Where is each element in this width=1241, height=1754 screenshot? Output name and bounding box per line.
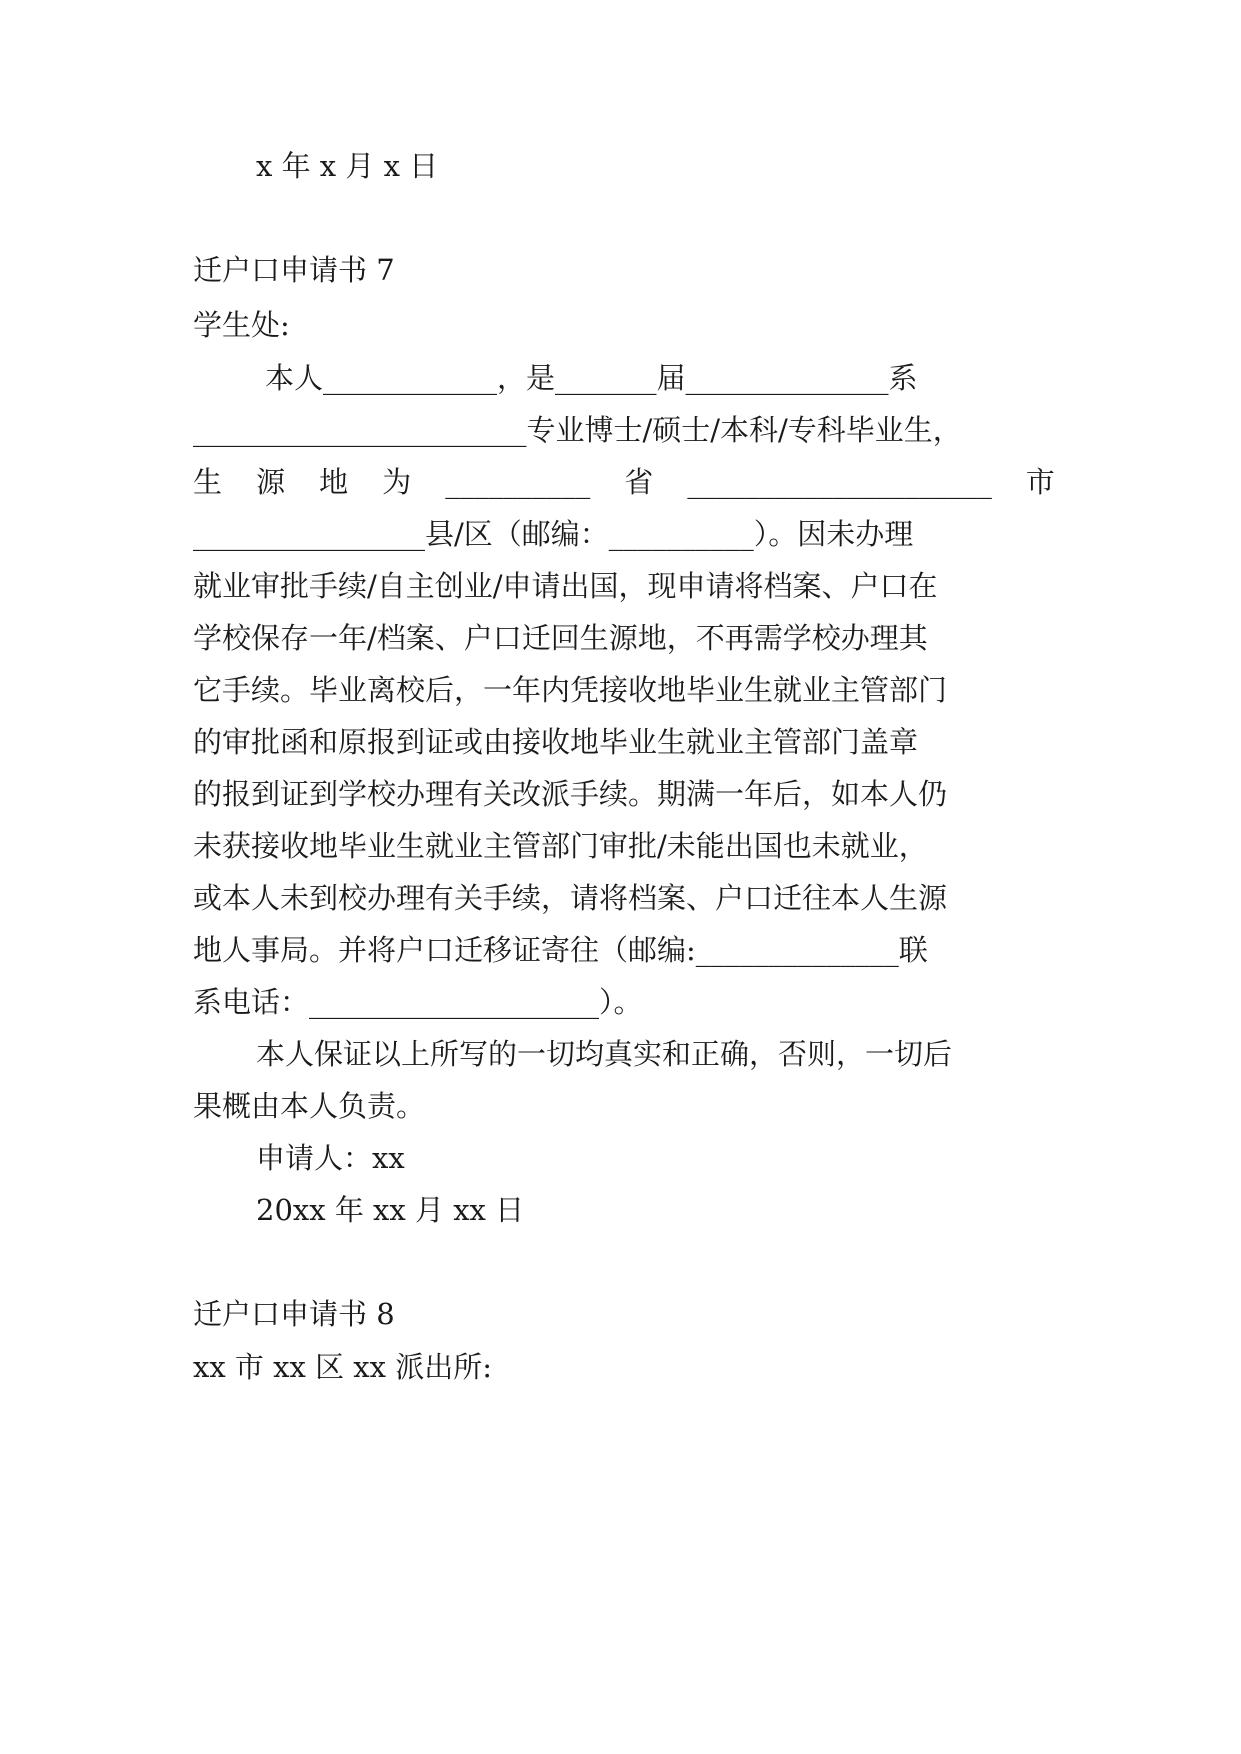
body-line-3 bbox=[193, 453, 1055, 511]
body-line-9: 的报到证到学校办理有关改派手续。期满一年后，如本人仍 bbox=[193, 777, 948, 811]
line3-part: 为 bbox=[382, 465, 412, 499]
section8-title: 迁户口申请书 8 bbox=[193, 1297, 395, 1331]
line3-part: 地 bbox=[319, 465, 349, 499]
guarantee-line-2: 果概由本人负责。 bbox=[193, 1089, 426, 1123]
body-line-10: 未获接收地毕业生就业主管部门审批/未能出国也未就业， bbox=[193, 829, 928, 863]
body-line-1: 本人____________，是_______届______________系 bbox=[265, 361, 918, 395]
line3-part: 生 bbox=[193, 465, 223, 499]
body-line-12: 地人事局。并将户口迁移证寄往（邮编:______________联 bbox=[193, 933, 928, 967]
body-line-7: 它手续。毕业离校后，一年内凭接收地毕业生就业主管部门 bbox=[193, 673, 948, 707]
body-line-13: 系电话：____________________）。 bbox=[193, 985, 643, 1019]
guarantee-line-1: 本人保证以上所写的一切均真实和正确，否则，一切后 bbox=[256, 1037, 953, 1071]
top-date: x 年 x 月 x 日 bbox=[256, 149, 439, 183]
line3-part: 省 bbox=[624, 465, 654, 499]
body-line-4: ________________县/区（邮编：__________）。因未办理 bbox=[193, 517, 914, 551]
section7-addressee: 学生处: bbox=[193, 308, 290, 342]
body-line-2: _______________________专业博士/硕士/本科/专科毕业生， bbox=[193, 413, 962, 447]
section7-title: 迁户口申请书 7 bbox=[193, 253, 395, 287]
body-line-5: 就业审批手续/自主创业/申请出国，现申请将档案、户口在 bbox=[193, 569, 938, 603]
line3-part: 源 bbox=[256, 465, 286, 499]
body-line-11: 或本人未到校办理有关手续，请将档案、户口迁往本人生源 bbox=[193, 881, 948, 915]
body-line-8: 的审批函和原报到证或由接收地毕业生就业主管部门盖章 bbox=[193, 725, 919, 759]
application-date: 20xx 年 xx 月 xx 日 bbox=[256, 1193, 525, 1227]
body-line-6: 学校保存一年/档案、户口迁回生源地，不再需学校办理其 bbox=[193, 621, 928, 655]
applicant-signature: 申请人：xx bbox=[256, 1141, 405, 1175]
line3-part: _____________________ bbox=[687, 465, 992, 499]
line3-part: __________ bbox=[445, 465, 591, 499]
line3-part: 市 bbox=[1025, 465, 1055, 499]
section8-addressee: xx 市 xx 区 xx 派出所: bbox=[193, 1350, 492, 1384]
